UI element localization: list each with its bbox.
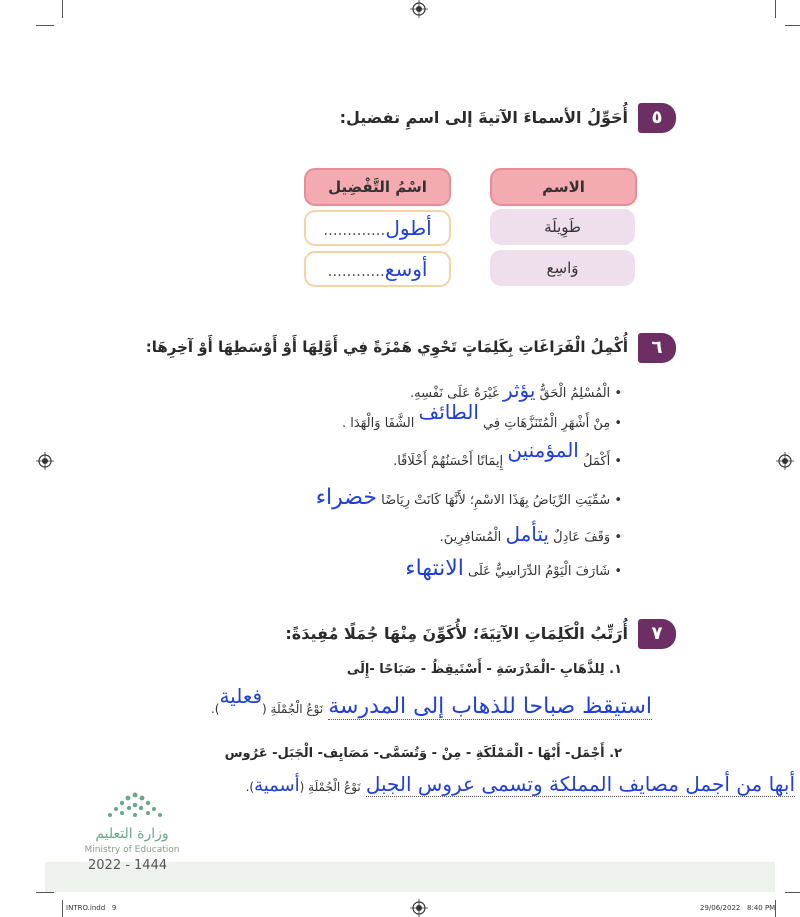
ministry-logo-icon [100,785,170,825]
handwritten-answer: الطائف [418,400,479,424]
registration-mark-icon [410,0,428,18]
crop-mark [36,25,54,26]
handwritten-answer: أسمية [254,775,300,796]
crop-mark [62,900,63,917]
file-name: INTRO.indd 9 [66,904,117,912]
handwritten-answer: الانتهاء [405,556,464,581]
table-header-superlative: اسْمُ التَّفْضِيل [304,168,451,206]
question-5-title: أُحَوِّلُ الأسماءَ الآتيةَ إلى اسمِ تفضيل: [339,108,628,127]
blank-dots: ............. [323,221,386,239]
table-header-name: الاسم [490,168,637,206]
registration-mark-icon [36,452,54,470]
list-item: • شَارَفَ الْيَوْمُ الدِّرَاسِيُّ عَلَى الانتهاء [405,556,622,581]
registration-mark-icon [776,452,794,470]
handwritten-answer: أطول [385,216,432,240]
words-list: ١. لِلذَّهَابِ -الْمَدْرَسَةِ - أَسْتَيقِظُ - صَبَاحًا -إِلَى [346,662,622,677]
sentence-line: أبها من أجمل مصايف المملكة وتسمى عروس الجبل نَوْعُ الْجُمْلَةِ (أسمية). [245,772,795,796]
question-5-number: ٥ [638,103,676,133]
ministry-name-english: Ministry of Education [84,845,180,855]
blank-dots: ............ [327,262,385,280]
print-timestamp: 29/06/2022 8:40 PM [700,904,776,912]
handwritten-answer: فعلية [219,684,263,708]
list-item: • أَكْمَلُ المؤمنين إِيمَانًا أَحْسَنُهُمْ أَخْلَاقًا. [393,438,622,469]
question-7-title: أُرَتِّبُ الْكَلِمَاتِ الآتِيَةَ؛ لأُكَوِّنَ مِنْهَا جُمَلًا مُفِيدَةً: [285,624,628,643]
question-6-title: أُكْمِلُ الْفَرَاغَاتِ بِكَلِمَاتٍ تَحْوِي هَمْزَةً فِي أَوَّلِهَا أَوْ أَوْسَطِهَا أَوْ آخِرِهَا: [145,338,628,356]
words-list: ٢. أَجْمَل- أَبْهَا - الْمَمْلَكَةِ - مِنْ - وَتُسَمَّى- مَصَايِف- الْجَبَل- عَرُوس [224,746,622,761]
question-6-number: ٦ [638,333,676,363]
handwritten-answer: خضراء [315,485,377,510]
handwritten-answer: يؤثر [502,378,536,402]
sentence-line: استيقظ صباحا للذهاب إلى المدرسة نَوْعُ الْجُمْلَةِ (فعلية). [210,684,652,719]
table-row-answer [304,210,451,246]
crop-mark [785,25,800,26]
edition-year: 2022 - 1444 [88,858,168,873]
crop-mark [775,0,776,18]
crop-mark [785,892,800,893]
handwritten-answer: أبها من أجمل مصايف المملكة وتسمى عروس الجبل [365,772,795,796]
table-row-answer [304,251,451,287]
table-row-name: طَوِيلَة [490,209,635,245]
registration-mark-icon [410,899,428,917]
crop-mark [62,0,63,18]
handwritten-answer: أوسع [384,257,428,281]
list-item: • سُمِّيَتِ الرِّيَاضُ بِهَذَا الاسْمِ؛ لأَنَّهَا كَانَتْ رِيَاضًا خضراء [315,485,622,510]
crop-mark [36,892,54,893]
list-item: • وَقَفَ عَادِلٌ يتأمل الْمُسَافِرِينَ. [439,522,622,546]
table-row-name: وَاسِع [490,250,635,286]
handwritten-answer: يتأمل [505,522,549,546]
question-7-number: ٧ [638,619,676,649]
ministry-name-arabic: وزارة التعليم [95,826,169,842]
handwritten-answer: استيقظ صباحا للذهاب إلى المدرسة [328,694,652,719]
list-item: • مِنْ أَشْهَرِ الْمُتَنَزَّهَاتِ فِي الطائف الشَّفَا وَالْهَدَا . [341,400,622,431]
list-item: • الْمُسْلِمُ الْحَقُّ يؤثر غَيْرَهُ عَلَى نَفْسِهِ. [410,378,622,402]
handwritten-answer: المؤمنين [507,438,579,462]
